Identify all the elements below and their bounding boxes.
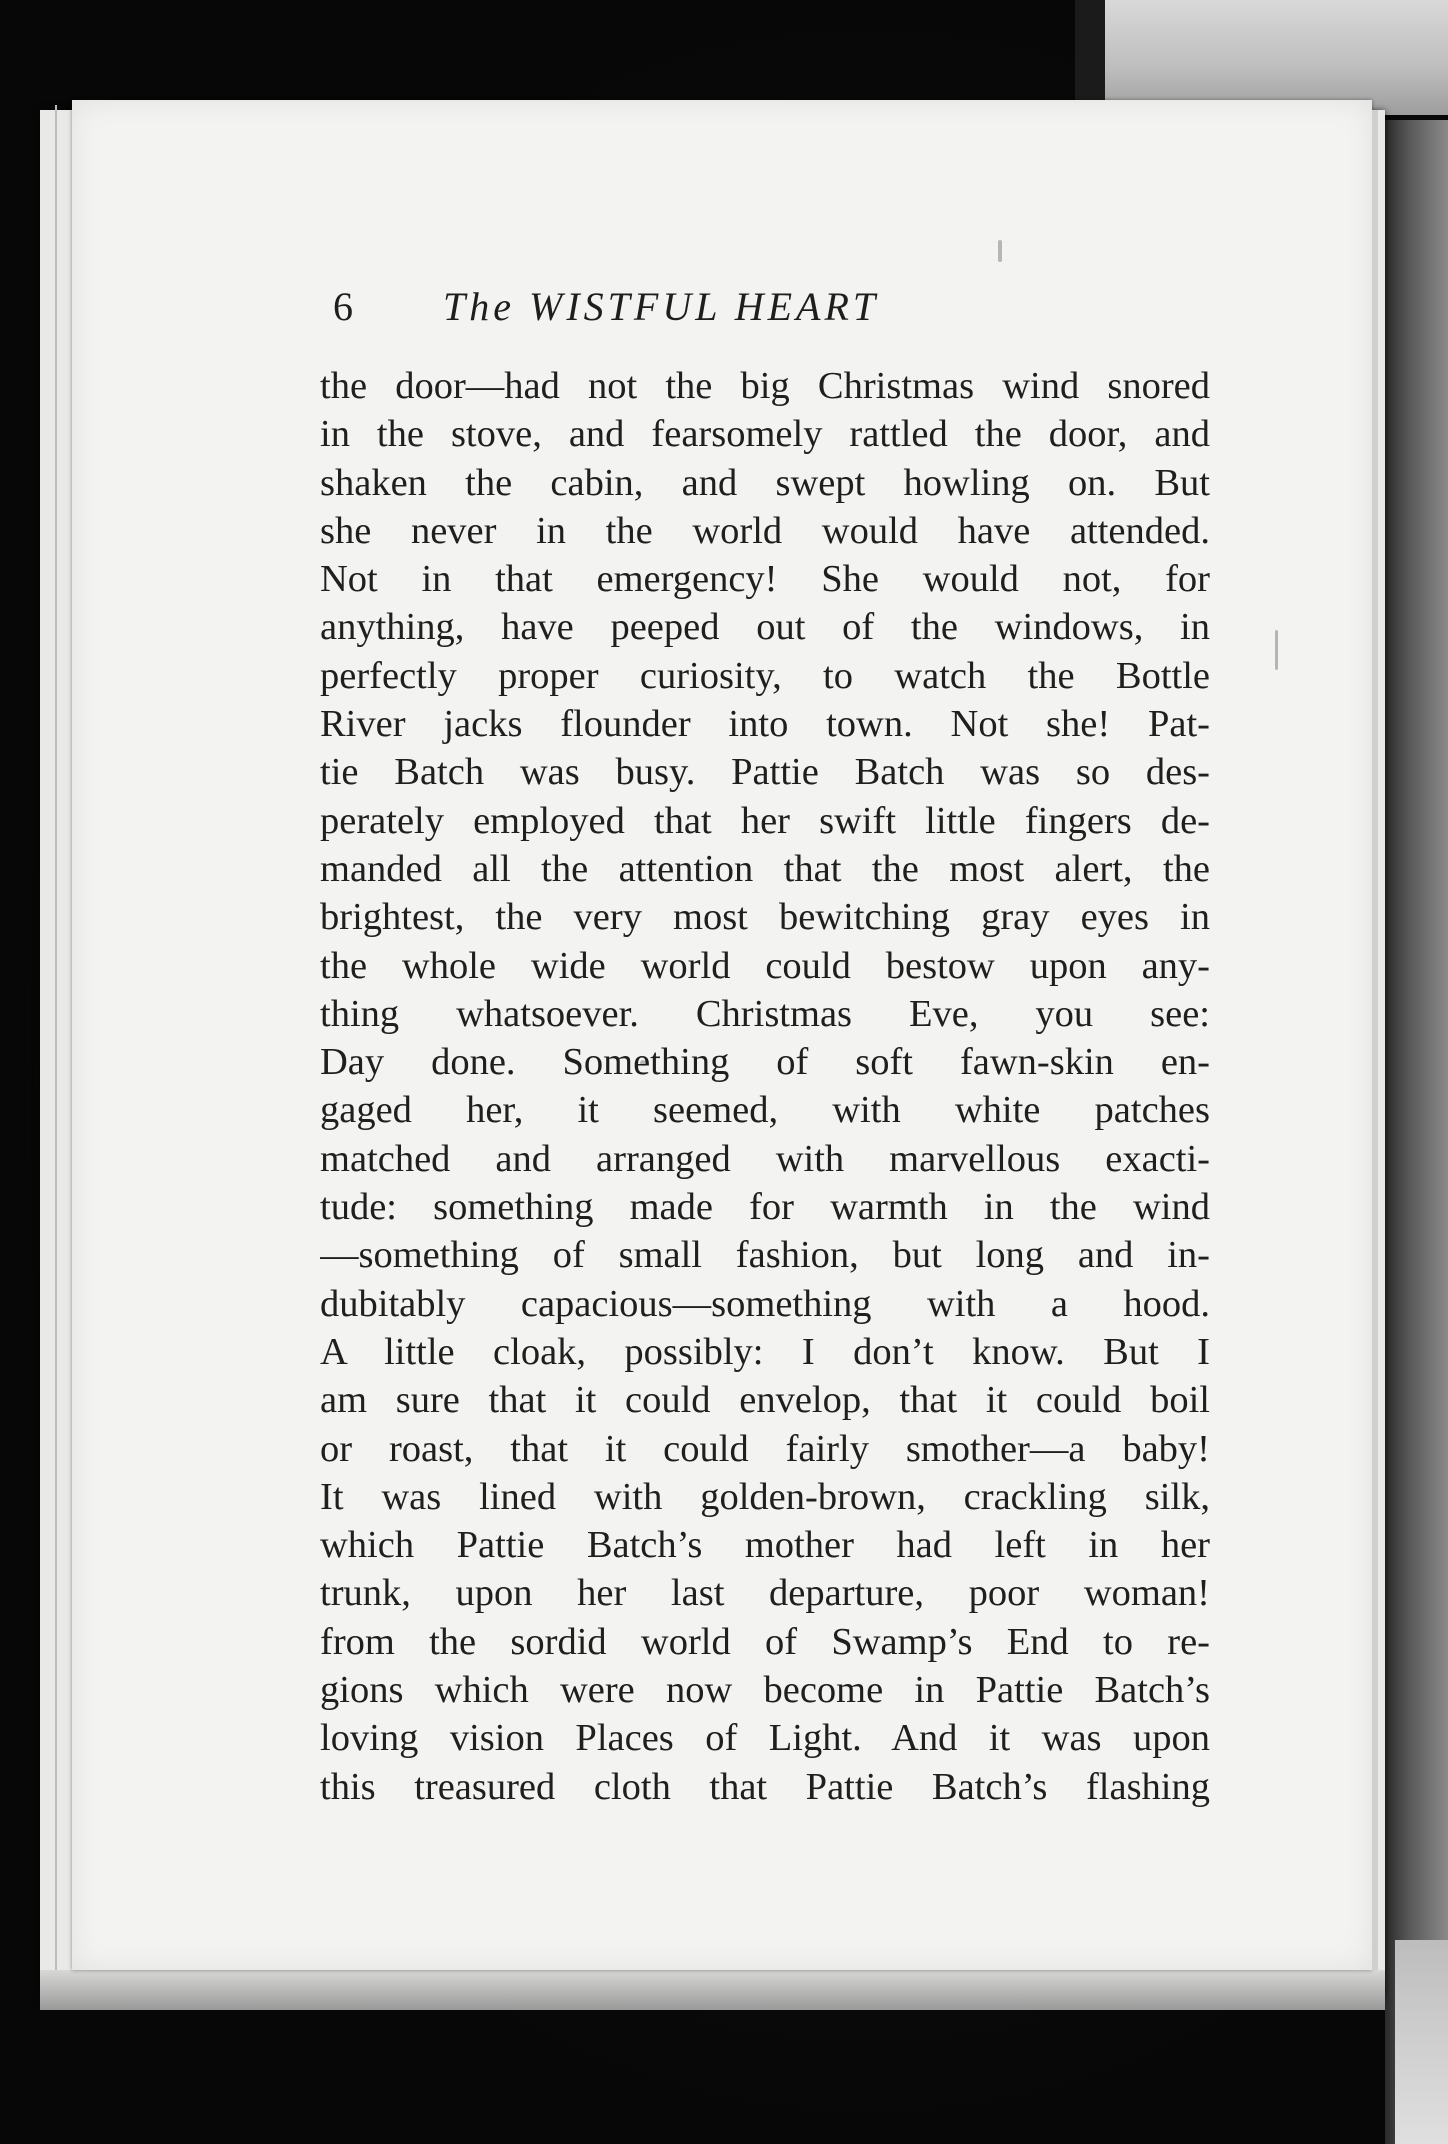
text-line: gions which were now become in Pattie Batch’s — [320, 1669, 1210, 1712]
text-line: loving vision Places of Light. And it was upon — [320, 1717, 1210, 1760]
page-right-edge — [1372, 110, 1378, 1970]
text-line: or roast, that it could fairly smother—a baby! — [320, 1427, 1210, 1470]
text-line: she never in the world would have attended. — [320, 509, 1210, 552]
scan-speck — [1275, 630, 1278, 670]
text-line: this treasured cloth that Pattie Batch’s flashing — [320, 1765, 1210, 1808]
text-line: perfectly proper curiosity, to watch the Bottle — [320, 654, 1210, 697]
text-line: matched and arranged with marvellous exacti- — [320, 1137, 1210, 1180]
text-line: the whole wide world could bestow upon any- — [320, 944, 1210, 987]
text-line: shaken the cabin, and swept howling on. But — [320, 461, 1210, 504]
book-title-header: The WISTFUL HEART — [443, 284, 880, 329]
text-line: thing whatsoever. Christmas Eve, you see: — [320, 992, 1210, 1035]
text-line: trunk, upon her last departure, poor woman! — [320, 1572, 1210, 1615]
text-line: It was lined with golden-brown, crackling silk, — [320, 1475, 1210, 1518]
text-line: the door—had not the big Christmas wind snored — [320, 365, 1210, 407]
text-line: am sure that it could envelop, that it could boil — [320, 1379, 1210, 1422]
text-line: A little cloak, possibly: I don’t know. But I — [320, 1330, 1210, 1373]
adjacent-page-strip — [1395, 1940, 1448, 2144]
text-line: from the sordid world of Swamp’s End to re- — [320, 1620, 1210, 1663]
text-line: River jacks flounder into town. Not she! Pat- — [320, 703, 1210, 746]
text-line: anything, have peeped out of the windows, in — [320, 606, 1210, 649]
text-line: Day done. Something of soft fawn-skin en- — [320, 1041, 1210, 1084]
text-line: tude: something made for warmth in the wind — [320, 1186, 1210, 1229]
text-line: —something of small fashion, but long and in- — [320, 1234, 1210, 1277]
text-line: gaged her, it seemed, with white patches — [320, 1089, 1210, 1132]
text-line: manded all the attention that the most alert, the — [320, 847, 1210, 890]
text-line: dubitably capacious—something with a hood. — [320, 1282, 1210, 1325]
running-head — [333, 282, 1053, 332]
text-line: brightest, the very most bewitching gray eyes in — [320, 896, 1210, 939]
text-line: tie Batch was busy. Pattie Batch was so des- — [320, 751, 1210, 794]
body-text — [320, 362, 1210, 1811]
page-number: 6 — [333, 284, 353, 329]
text-line: Not in that emergency! She would not, for — [320, 558, 1210, 601]
adjacent-page-corner — [1105, 0, 1448, 115]
scan-speck — [998, 240, 1002, 262]
text-line: perately employed that her swift little fingers de- — [320, 799, 1210, 842]
text-line: which Pattie Batch’s mother had left in her — [320, 1524, 1210, 1567]
page-bottom-margin — [40, 1970, 1385, 2010]
book-spine-edge — [1385, 120, 1448, 2144]
text-line: in the stove, and fearsomely rattled the door, and — [320, 413, 1210, 456]
